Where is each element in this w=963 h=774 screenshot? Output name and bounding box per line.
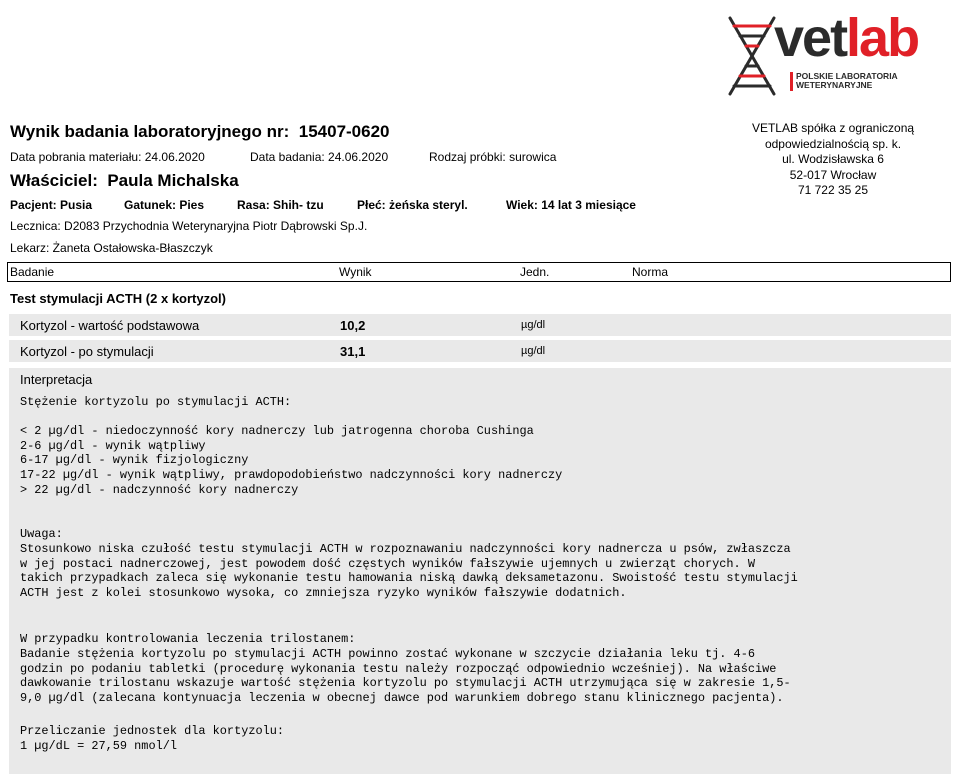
column-header-unit: Jedn. (520, 265, 550, 279)
logo-wordmark: vetlab (774, 8, 919, 68)
patient-sex: Płeć: żeńska steryl. (357, 198, 468, 212)
column-header-result: Wynik (339, 265, 372, 279)
patient-species: Gatunek: Pies (124, 198, 205, 212)
vetlab-logo (724, 8, 936, 98)
interp-line: > 22 µg/dl - nadczynność kory nadnerczy (20, 483, 299, 497)
interp-line: Uwaga: (20, 527, 63, 541)
column-header-norm: Norma (632, 265, 669, 279)
interp-line: takich przypadkach zaleca się wykonanie testu hamowania niską dawką deksametazonu. Swoistość testu stymulacji (20, 571, 798, 585)
patient-age: Wiek: 14 lat 3 miesiące (506, 198, 636, 212)
interp-line: 1 µg/dL = 27,59 nmol/l (20, 739, 177, 753)
table-row (9, 314, 951, 336)
result-number: 15407-0620 (298, 122, 390, 141)
interp-line: ACTH jest z kolei stosunkowo wysoka, co zmniejsza ryzyko wyników fałszywie dodatnich. (20, 586, 627, 600)
interpretation-box (9, 368, 951, 774)
column-header-test: Badanie (10, 265, 55, 279)
interp-line: Badanie stężenia kortyzolu po stymulacji ACTH powinno zostać wykonane w szczycie działania leku tj. 4-6 (20, 647, 755, 661)
owner-name: Paula Michalska (107, 171, 239, 190)
interp-line: 17-22 µg/dl - wynik wątpliwy, prawdopodobieństwo nadczynności kory nadnerczy (20, 468, 563, 482)
interp-line: Stosunkowo niska czułość testu stymulacji ACTH w rozpoznawaniu nadczynności kory nadnercza u psów, zwłaszcza (20, 542, 791, 556)
interp-line: Stężenie kortyzolu po stymulacji ACTH: (20, 395, 292, 409)
interp-line: Przeliczanie jednostek dla kortyzolu: (20, 724, 285, 738)
interp-line: 6-17 µg/dl - wynik fizjologiczny (20, 453, 249, 467)
results-table-header (7, 262, 951, 282)
test-name: Kortyzol - po stymulacji (20, 344, 154, 359)
interp-line: 9,0 µg/dl (zalecana kontynuacja leczenia w obecnej dawce pod warunkiem dobrego stanu klinicznego pacjenta). (20, 691, 784, 705)
interp-line: dawkowanie trilostanu wskazuje wartość stężenia kortyzolu po stymulacji ACTH utrzymująca się w zakresie 1,5- (20, 676, 791, 690)
owner: Właściciel: Paula Michalska (10, 171, 239, 190)
doctor: Lekarz: Żaneta Ostałowska-Błaszczyk (10, 241, 213, 255)
test-date: Data badania: 24.06.2020 (250, 150, 389, 164)
clinic: Lecznica: D2083 Przychodnia Weterynaryjna Piotr Dąbrowski Sp.J. (10, 219, 368, 233)
sample-type: Rodzaj próbki: surowica (429, 150, 557, 164)
result-title: Wynik badania laboratoryjnego nr: 15407-0620 (10, 122, 390, 141)
dna-helix-icon (724, 14, 780, 98)
test-name: Kortyzol - wartość podstawowa (20, 318, 200, 333)
interp-line: W przypadku kontrolowania leczenia trilostanem: (20, 632, 356, 646)
patient-name: Pacjent: Pusia (10, 198, 93, 212)
test-value: 10,2 (340, 318, 366, 333)
lab-address: VETLAB spółka z ograniczoną odpowiedzialnością sp. k. ul. Wodzisławska 6 52-017 Wrocław 71 722 35 25 (751, 121, 915, 197)
test-unit: µg/dl (521, 345, 546, 357)
test-value: 31,1 (340, 344, 366, 359)
interpretation-title: Interpretacja (20, 372, 93, 387)
interp-line: godzin po podaniu tabletki (procedurę wykonania testu należy rozpocząć odpowiednio wcześniej). Na właściwe (20, 662, 777, 676)
test-section-title: Test stymulacji ACTH (2 x kortyzol) (10, 291, 226, 306)
interp-line: 2-6 µg/dl - wynik wątpliwy (20, 439, 206, 453)
test-unit: µg/dl (521, 319, 546, 331)
interp-line: < 2 µg/dl - niedoczynność kory nadnerczy lub jatrogenna choroba Cushinga (20, 424, 534, 438)
collection-date: Data pobrania materiału: 24.06.2020 (10, 150, 205, 164)
patient-breed: Rasa: Shih- tzu (237, 198, 324, 212)
interp-line: w jej postaci nadnerczowej, jest powodem dość częstych wyników fałszywie ujemnych u zwierząt chorych. W (20, 557, 755, 571)
table-row (9, 340, 951, 362)
logo-subtitle: POLSKIE LABORATORIA WETERYNARYJNE (796, 72, 898, 90)
